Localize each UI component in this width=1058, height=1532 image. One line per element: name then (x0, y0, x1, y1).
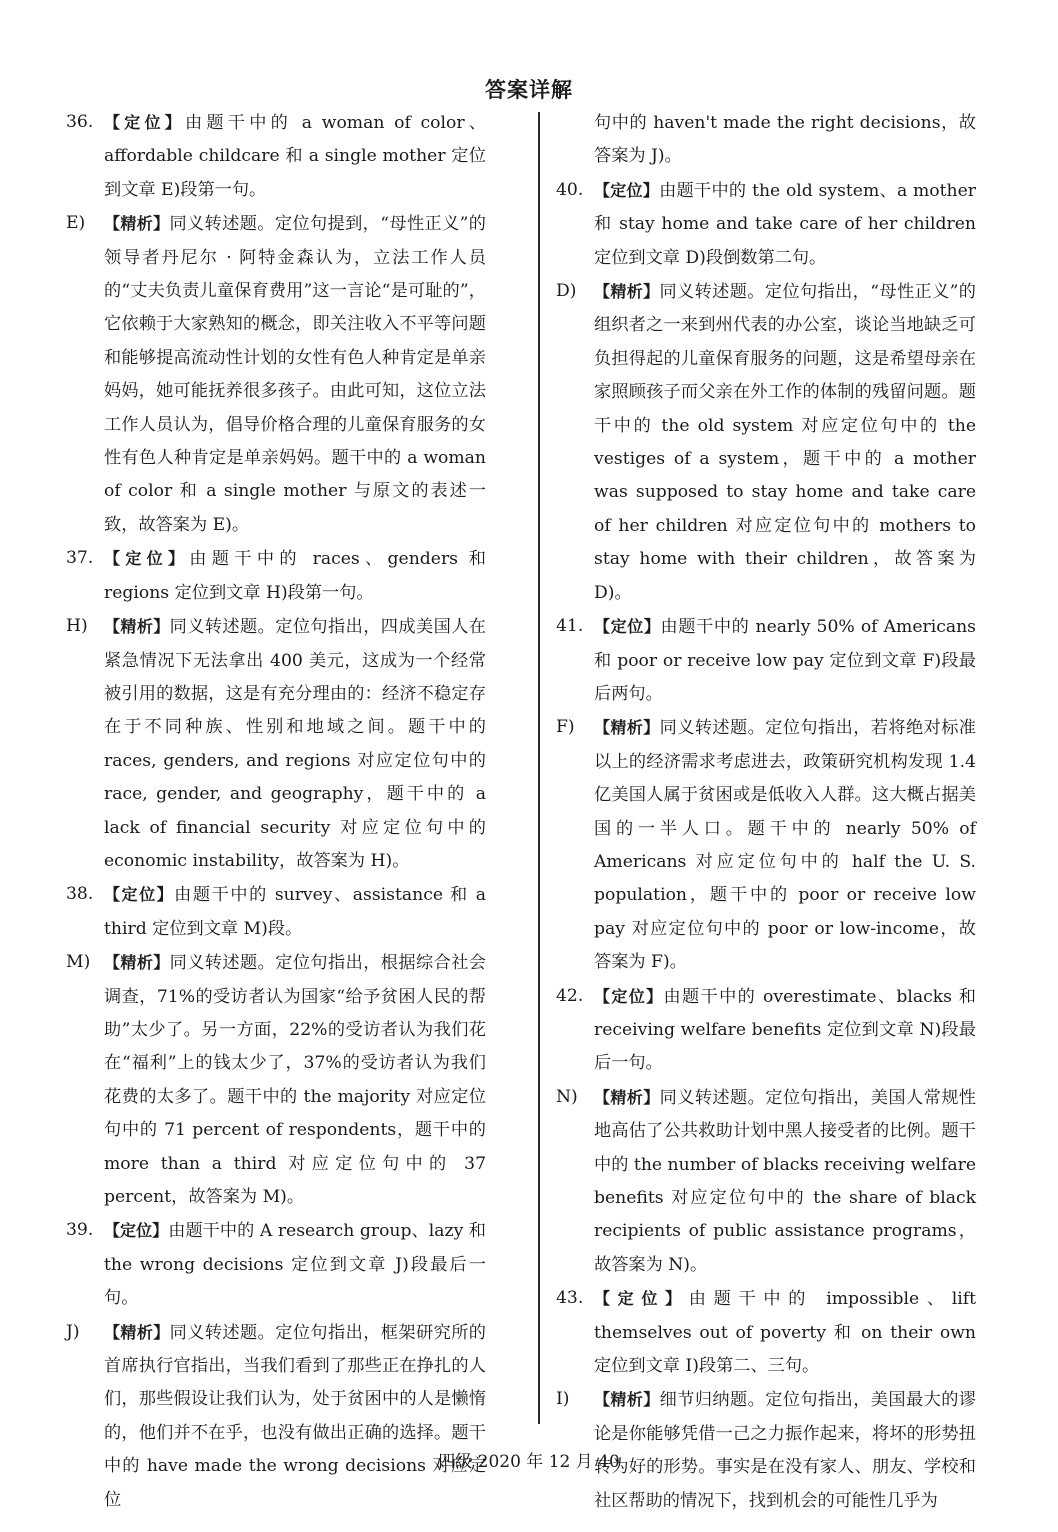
entry-text: 句中的 haven't made the right decisions，故答案为 J)。 (594, 113, 976, 167)
entry-label: F) (556, 717, 575, 738)
entry-text: 同义转述题。定位句指出，根据综合社会调查，71%的受访者认为国家“给予贫困人民的帮助”太少了。另一方面，22%的受访者认为我们花在“福利”上的钱太少了，37%的受访者认为我们花费的太多了。题干中的 the majority 对应定位句中的 71 percent of respondents，题干中的 more than a third 对应定位句中的 37 percent，故答案为 M)。 (104, 953, 486, 1207)
entry-tag: 【精析】 (594, 1390, 660, 1410)
entry-label: M) (66, 952, 91, 973)
answer-entry (66, 946, 486, 1214)
entry-body (594, 106, 976, 174)
entry-text: 由题干中的 a woman of color、affordable childcare 和 a single mother 定位到文章 E)段第一句。 (104, 113, 486, 200)
entry-text: 由题干中的 impossible、lift themselves out of poverty 和 on their own 定位到文章 I)段第二、三句。 (594, 1289, 976, 1377)
entry-label: E) (66, 213, 86, 234)
entry-body (104, 946, 486, 1214)
entry-body (104, 1316, 486, 1517)
entry-tag: 【精析】 (594, 282, 660, 302)
entry-tag: 【定位】 (104, 113, 185, 132)
entry-label: 38. (66, 884, 94, 905)
entry-text: 细节归纳题。定位句指出，美国最大的谬论是你能够凭借一己之力振作起来，将坏的形势扭转为好的形势。事实是在没有家人、朋友、学校和社区帮助的情况下，找到机会的可能性几乎为 (594, 1390, 976, 1511)
entry-tag: 【定位】 (104, 885, 175, 905)
answer-entry (556, 711, 976, 979)
page-footer: 四级 2020 年 12 月 40 (438, 1452, 620, 1472)
answer-entry (66, 207, 486, 542)
entry-text: 同义转述题。定位句指出，四成美国人在紧急情况下无法拿出 400 美元，这成为一个经常被引用的数据，这是有充分理由的：经济不稳定存在于不同种族、性别和地域之间。题干中的 races, genders, and regions 对应定位句中的 race, gender, and geography，题干中的 a lack of financial security 对应定位句中的 economic instability，故答案为 H)。 (104, 617, 486, 871)
entry-body (104, 1214, 486, 1315)
entry-tag: 【精析】 (594, 1087, 660, 1107)
entry-text: 由题干中的 A research group、lazy 和 the wrong decisions 定位到文章 J)段最后一句。 (104, 1221, 486, 1309)
entry-label: 42. (556, 985, 584, 1006)
entry-body (104, 878, 486, 946)
answer-entry (66, 1214, 486, 1315)
entry-tag: 【定位】 (594, 180, 660, 200)
answer-entry (66, 106, 486, 207)
entry-body (594, 980, 976, 1081)
entry-text: 同义转述题。定位句指出，美国人常规性地高估了公共救助计划中黑人接受者的比例。题干中的 the number of blacks receiving welfare benefits 对应定位句中的 the share of black recipients of public assistance programs，故答案为 N)。 (594, 1087, 976, 1275)
entry-tag: 【定位】 (104, 1221, 169, 1241)
entry-text: 由题干中的 nearly 50% of Americans 和 poor or receive low pay 定位到文章 F)段最后两句。 (594, 617, 976, 704)
entry-tag: 【定位】 (594, 617, 661, 637)
answer-entry (556, 174, 976, 275)
answer-entry (556, 1282, 976, 1383)
answer-entry (66, 878, 486, 946)
entry-body (594, 711, 976, 979)
right-column (556, 106, 976, 1518)
entry-tag: 【精析】 (104, 1322, 170, 1342)
answer-entry (556, 1081, 976, 1282)
entry-tag: 【精析】 (594, 718, 660, 738)
answer-entry (66, 1316, 486, 1517)
answer-entry (66, 610, 486, 878)
entry-text: 由题干中的 survey、assistance 和 a third 定位到文章 M)段。 (104, 885, 486, 939)
entry-label: I) (556, 1389, 570, 1410)
entry-tag: 【定位】 (104, 549, 190, 569)
entry-tag: 【定位】 (594, 1289, 689, 1309)
entry-text: 同义转述题。定位句指出，“母性正义”的组织者之一来到州代表的办公室，谈论当地缺乏可负担得起的儿童保育服务的问题，这是希望母亲在家照顾孩子而父亲在外工作的体制的残留问题。题干中的 the old system 对应定位句中的 the vestiges of a system，题干中的 a mother was supposed to stay home and take care of her children 对应定位句中的 mothers to stay home with their children，故答案为 D)。 (594, 282, 976, 603)
answer-entry (556, 980, 976, 1081)
entry-body (104, 106, 486, 207)
answer-entry (556, 275, 976, 610)
entry-tag: 【精析】 (104, 953, 170, 973)
entry-tag: 【精析】 (104, 214, 170, 234)
page-title: 答案详解 (485, 78, 573, 102)
entry-label: H) (66, 616, 88, 637)
entry-label: 41. (556, 616, 584, 637)
entry-label: J) (66, 1321, 80, 1342)
entry-label: 37. (66, 548, 94, 569)
entry-label: 43. (556, 1288, 584, 1309)
answer-entry-continued (556, 106, 976, 174)
entry-text: 由题干中的 races、genders 和 regions 定位到文章 H)段第一句。 (104, 549, 486, 603)
entry-text: 同义转述题。定位句提到，“母性正义”的领导者丹尼尔 · 阿特金森认为，立法工作人员的“丈夫负责儿童保育费用”这一言论“是可耻的”，它依赖于大家熟知的概念，即关注收入不平等问题和能够提高流动性计划的女性有色人种肯定是单亲妈妈，她可能抚养很多孩子。由此可知，这位立法工作人员认为，倡导价格合理的儿童保育服务的女性有色人种肯定是单亲妈妈。题干中的 a woman of color 和 a single mother 与原文的表述一致，故答案为 E)。 (104, 214, 486, 535)
entry-body (594, 610, 976, 711)
entry-body (594, 174, 976, 275)
entry-label: 39. (66, 1220, 94, 1241)
entry-body (104, 542, 486, 610)
entry-body (594, 1081, 976, 1282)
entry-body (594, 275, 976, 610)
entry-text: 由题干中的 the old system、a mother 和 stay home and take care of her children 定位到文章 D)段倒数第二句。 (594, 180, 976, 268)
entry-text: 同义转述题。定位句指出，若将绝对标准以上的经济需求考虑进去，政策研究机构发现 1.4 亿美国人属于贫困或是低收入人群。这大概占据美国的一半人口。题干中的 nearly 50% of Americans 对应定位句中的 half the U. S. population，题干中的 poor or receive low pay 对应定位句中的 poor or low-income，故答案为 F)。 (594, 718, 976, 973)
column-divider (538, 112, 540, 1424)
entry-tag: 【定位】 (594, 986, 664, 1006)
entry-label: N) (556, 1086, 578, 1107)
entry-body (104, 610, 486, 878)
answer-entry (66, 542, 486, 610)
entry-label: 40. (556, 179, 584, 200)
entry-tag: 【精析】 (104, 617, 170, 637)
entry-body (104, 207, 486, 542)
entry-text: 由题干中的 overestimate、blacks 和 receiving welfare benefits 定位到文章 N)段最后一句。 (594, 986, 976, 1074)
entry-body (594, 1282, 976, 1383)
left-column (66, 106, 486, 1517)
entry-text: 同义转述题。定位句指出，框架研究所的首席执行官指出，当我们看到了那些正在挣扎的人们，那些假设让我们认为，处于贫困中的人是懒惰的，他们并不在乎，也没有做出正确的选择。题干中的 have made the wrong decisions 对应定位 (104, 1322, 486, 1510)
entry-label: D) (556, 281, 577, 302)
entry-label: 36. (66, 112, 94, 132)
answer-entry (556, 610, 976, 711)
